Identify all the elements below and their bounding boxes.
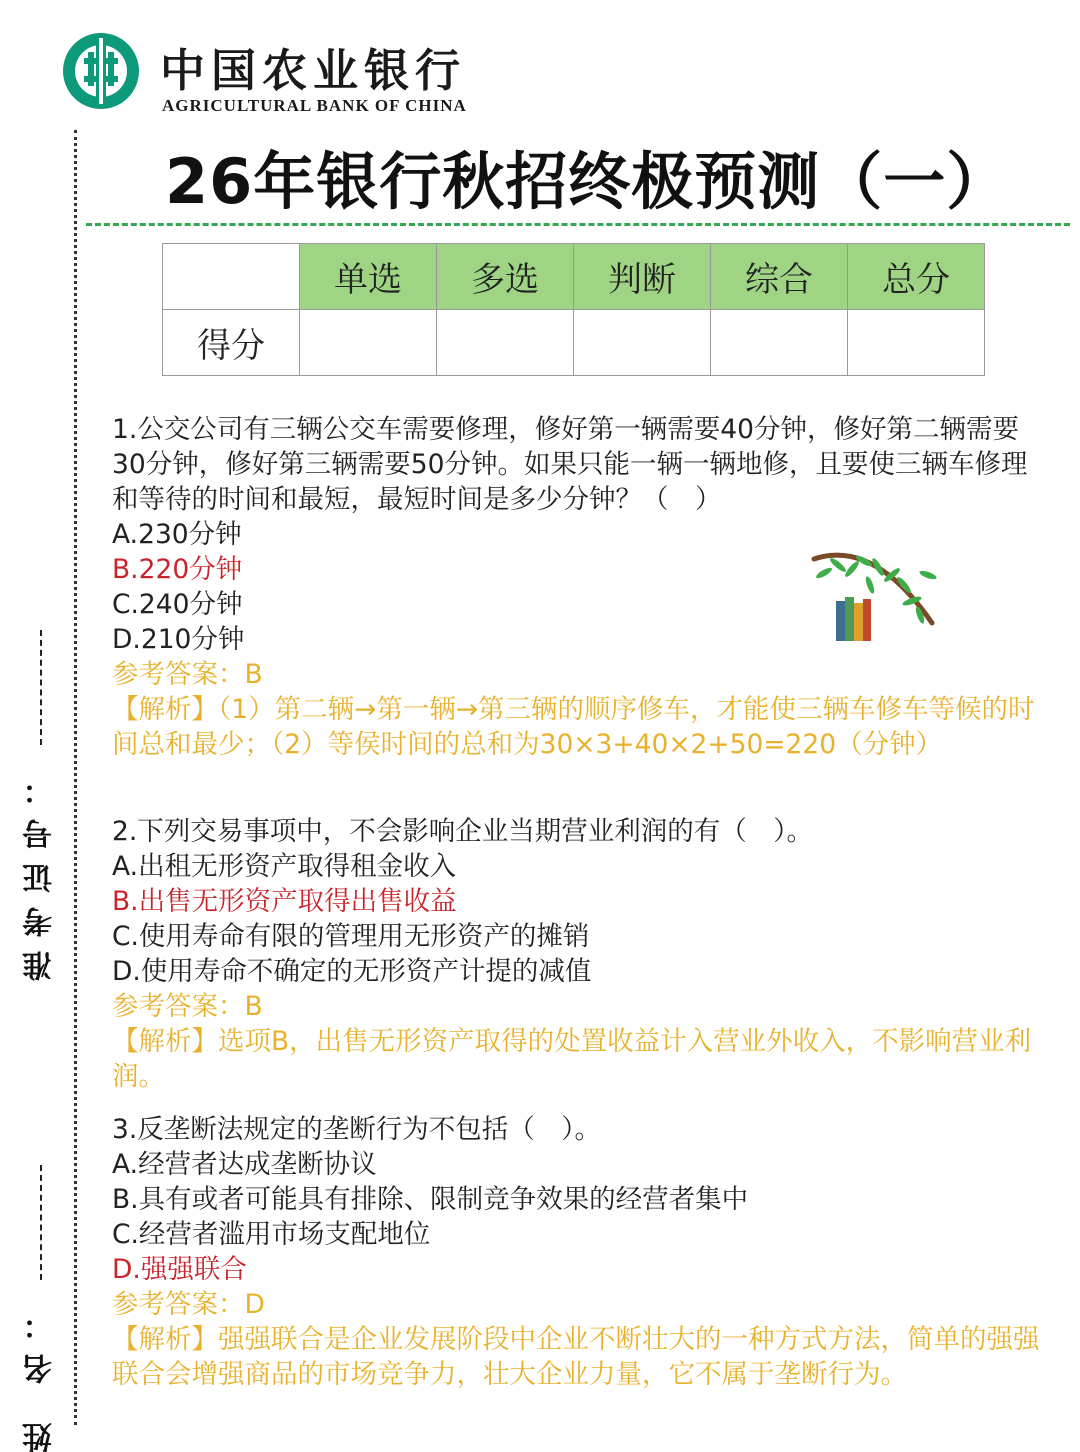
option-a: A.230分钟 [112,519,242,550]
exam-id-blank [40,630,42,745]
explanation: 【解析】选项B，出售无形资产取得的处置收益计入营业外收入，不影响营业利润。 [112,1026,1032,1092]
score-row-label: 得分 [163,310,300,376]
option-a: A.经营者达成垄断协议 [112,1149,377,1180]
score-table-header-row [163,244,985,310]
reference-answer: 参考答案：B [112,659,263,690]
option-a: A.出租无形资产取得租金收入 [112,851,457,882]
tree-branch-books-icon [804,545,940,645]
question-text: 3.反垄断法规定的垄断行为不包括（ ）。 [112,1114,602,1145]
option-c: C.使用寿命有限的管理用无形资产的摊销 [112,921,590,952]
exam-id-label: 准考证号： [23,761,58,981]
exam-id-field [18,630,64,981]
option-b-correct: B.220分钟 [112,554,243,585]
question-2 [112,814,1052,1094]
question-3 [112,1112,1052,1392]
score-cell-comprehensive[interactable] [711,310,848,376]
header-comprehensive: 综合 [711,244,848,310]
reference-answer: 参考答案：B [112,991,263,1022]
score-table-corner-cell [163,244,300,310]
green-divider [86,223,1070,226]
option-d-correct: D.强强联合 [112,1254,247,1285]
bank-name-en: AGRICULTURAL BANK OF CHINA [162,96,467,115]
name-blank [40,1165,42,1280]
header-single-choice: 单选 [300,244,437,310]
page-title: 26年银行秋招终极预测（一） [165,145,1010,218]
header-multiple-choice: 多选 [437,244,574,310]
bank-name-cn: 中国农业银行 [160,44,467,97]
option-b-correct: B.出售无形资产取得出售收益 [112,886,457,917]
reference-answer: 参考答案：D [112,1289,265,1320]
option-b: B.具有或者可能具有排除、限制竞争效果的经营者集中 [112,1184,749,1215]
score-cell-multiple[interactable] [437,310,574,376]
option-d: D.使用寿命不确定的无形资产计提的减值 [112,956,592,987]
header-total: 总分 [848,244,985,310]
binding-dotted-line [74,130,77,1425]
abc-bank-logo-icon [60,30,142,112]
question-text: 1.公交公司有三辆公交车需要修理，修好第一辆需要40分钟，修好第二辆需要30分钟，修好第三辆需要50分钟。如果只能一辆一辆地修，且要使三辆车修理和等待的时间和最短，最短时间是多少分钟？（ ） [112,414,1028,515]
name-field [18,1165,64,1452]
option-c: C.240分钟 [112,589,243,620]
explanation: 【解析】强强联合是企业发展阶段中企业不断壮大的一种方式方法，简单的强强联合会增强商品的市场竞争力，壮大企业力量，它不属于垄断行为。 [112,1324,1040,1390]
name-label: 姓 名： [23,1296,58,1452]
option-d: D.210分钟 [112,624,245,655]
explanation: 【解析】（1）第二辆→第一辆→第三辆的顺序修车，才能使三辆车修车等候的时间总和最少；（2）等侯时间的总和为30×3+40×2+50=220（分钟） [112,694,1035,760]
score-cell-judge[interactable] [574,310,711,376]
score-cell-single[interactable] [300,310,437,376]
option-c: C.经营者滥用市场支配地位 [112,1219,431,1250]
header-true-false: 判断 [574,244,711,310]
score-table [162,243,985,376]
question-text: 2.下列交易事项中，不会影响企业当期营业利润的有（ ）。 [112,816,814,847]
score-cell-total[interactable] [848,310,985,376]
score-table-score-row [163,310,985,376]
